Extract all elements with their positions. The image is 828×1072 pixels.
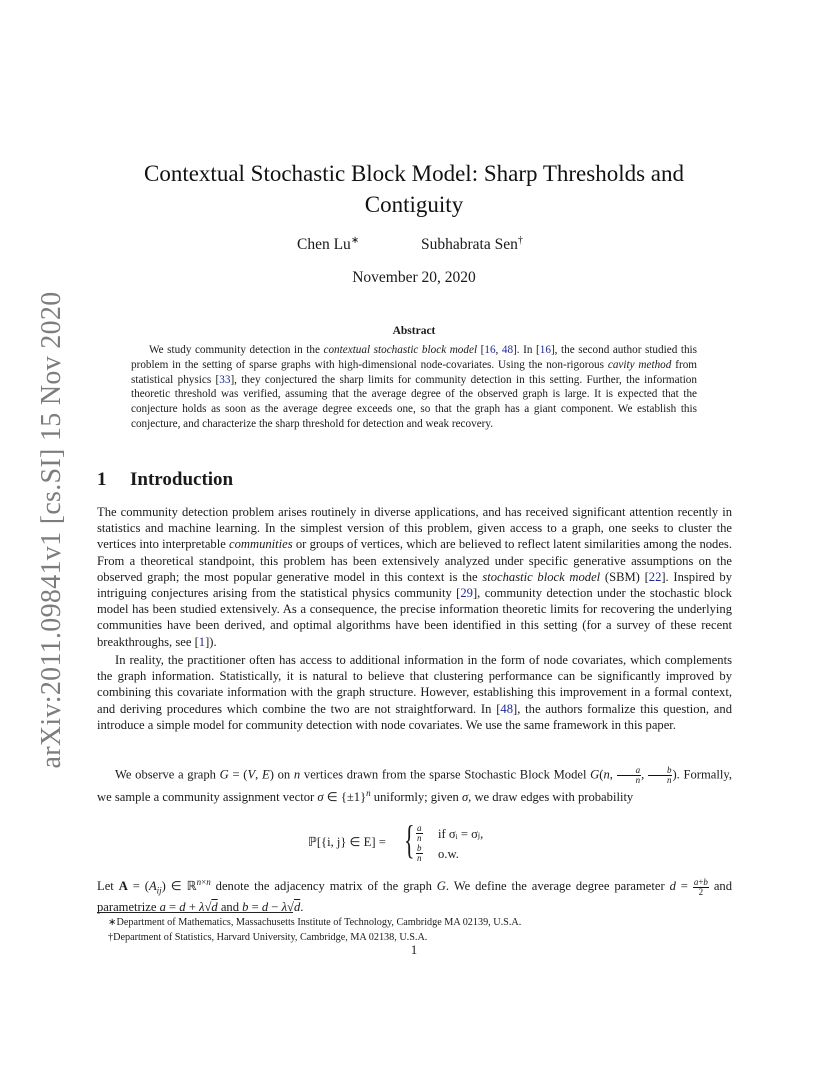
cases-brace: {: [404, 817, 415, 862]
citation-link[interactable]: 33: [219, 373, 231, 386]
author-2-footnote-mark: †: [517, 234, 523, 246]
author-2: [421, 236, 523, 254]
paragraph-4: Let $A = (A_{ij})$ ∈ ℝ$^{n\times n}$ denote the adjacency matrix of the graph G. We define the average degree parameter d = $\frac{a+b}{2}$ and parametrize a = d + λ√d and b = d − λ√d.: [97, 876, 733, 914]
title-line-2: Contiguity: [364, 192, 464, 217]
paragraph-3: We observe a graph G = (V, E) on n vertices drawn from the sparse Stochastic Block Model G(n, $\frac{a}{n}$ , $\frac{b}{n}$ ). Formally, we sample a community assignment vector σ ∈ $\{\pm 1\}^n$ uniformly; given σ, we draw edges with probability: [97, 765, 732, 805]
page-number: 1: [410, 943, 418, 957]
author-1: [297, 236, 359, 254]
arxiv-identifier-text: arXiv:2011.09841v1 [cs.SI] 15 Nov 2020: [36, 291, 67, 769]
abstract-heading: Abstract: [392, 325, 436, 337]
citation-link[interactable]: 1: [198, 634, 206, 649]
section-heading: [97, 469, 233, 491]
paper-title: [96, 158, 732, 220]
author-1-name: Chen Lu: [297, 236, 351, 253]
paper-date: November 20, 2020: [352, 269, 476, 286]
citation-link[interactable]: 48: [501, 344, 514, 356]
author-1-footnote-mark: ∗: [350, 234, 360, 246]
edge-probability-equation: [308, 817, 568, 863]
case-1-denominator: n: [417, 833, 422, 843]
case-2-condition: o.w.: [438, 847, 459, 861]
paragraph-1: The community detection problem arises routinely in diverse applications, and has received significant attention recently in statistics and machine learning. In the simplest version of this problem, given access to a graph, one seeks to cluster the vertices into interpretable communities or groups of vertices, which are believed to reflect latent similarities among the nodes. From a theoretical standpoint, this problem has been extensively analyzed under specific generative assumptions on the observed graph; the most popular generative model in this context is the stochastic block model (SBM) [22]. Inspired by intriguing conjectures arising from the statistical physics community [29], community detection under the stochastic block model has been studied extensively. As a consequence, the precise information theoretic limits for recovering the underlying communities have been derived, and optimal algorithms have been identified in this setting (for a survey of these recent breakthroughs, see [1]).: [97, 505, 732, 649]
footnote-2: †Department of Statistics, Harvard University, Cambridge, MA 02138, U.S.A.: [108, 932, 428, 943]
author-2-name: Subhabrata Sen: [421, 236, 518, 253]
equation-case-2: [416, 843, 459, 863]
citation-link[interactable]: 22: [648, 569, 662, 584]
section-title: Introduction: [130, 469, 234, 490]
citation-link[interactable]: 16: [539, 344, 551, 356]
case-1-condition: if σᵢ = σⱼ,: [438, 827, 484, 841]
citation-link[interactable]: 48: [500, 701, 514, 716]
equation-lhs: ℙ[{i, j} ∈ E] =: [308, 835, 386, 849]
equation-case-1: [416, 823, 484, 843]
abstract-text: We study community detection in the contextual stochastic block model [16, 48]. In [16], the second author studied this problem in the setting of sparse graphs with high-dimensional node-covariates. Using the non-rigorous cavity method from statistical physics [33], they conjectured the sharp limits for community detection in this setting. Further, the information theoretic threshold was verified, assuming that the average degree of the observed graph is large. It is expected that the conjecture holds as soon as the average degree exceeds one, so that the graph has a giant component. We establish this conjecture, and characterize the sharp threshold for detection and weak recovery.: [131, 344, 697, 430]
title-line-1: Contextual Stochastic Block Model: Sharp Thresholds and: [143, 161, 684, 186]
case-2-denominator: n: [417, 853, 422, 863]
case-2-numerator: b: [417, 843, 422, 853]
citation-link[interactable]: 16: [484, 344, 496, 356]
citation-link[interactable]: 29: [460, 586, 473, 601]
paragraph-2: In reality, the practitioner often has access to additional information in the form of node covariates, which complements the graph information. Statistically, it is natural to believe that clustering performance can be significantly improved by combining this covariate information with the graph structure. However, establishing this improvement in a formal context, and deriving procedures which combine the two are not straightforward. In [48], the authors formalize this question, and introduce a simple model for community detection with node covariates. We use the same framework in this paper.: [97, 653, 732, 732]
footnote-rule: [97, 912, 293, 913]
footnote-1: ∗Department of Mathematics, Massachusetts Institute of Technology, Cambridge MA 02139, U.S.A.: [108, 917, 522, 928]
section-number: 1: [97, 469, 107, 490]
case-1-numerator: a: [417, 823, 422, 833]
